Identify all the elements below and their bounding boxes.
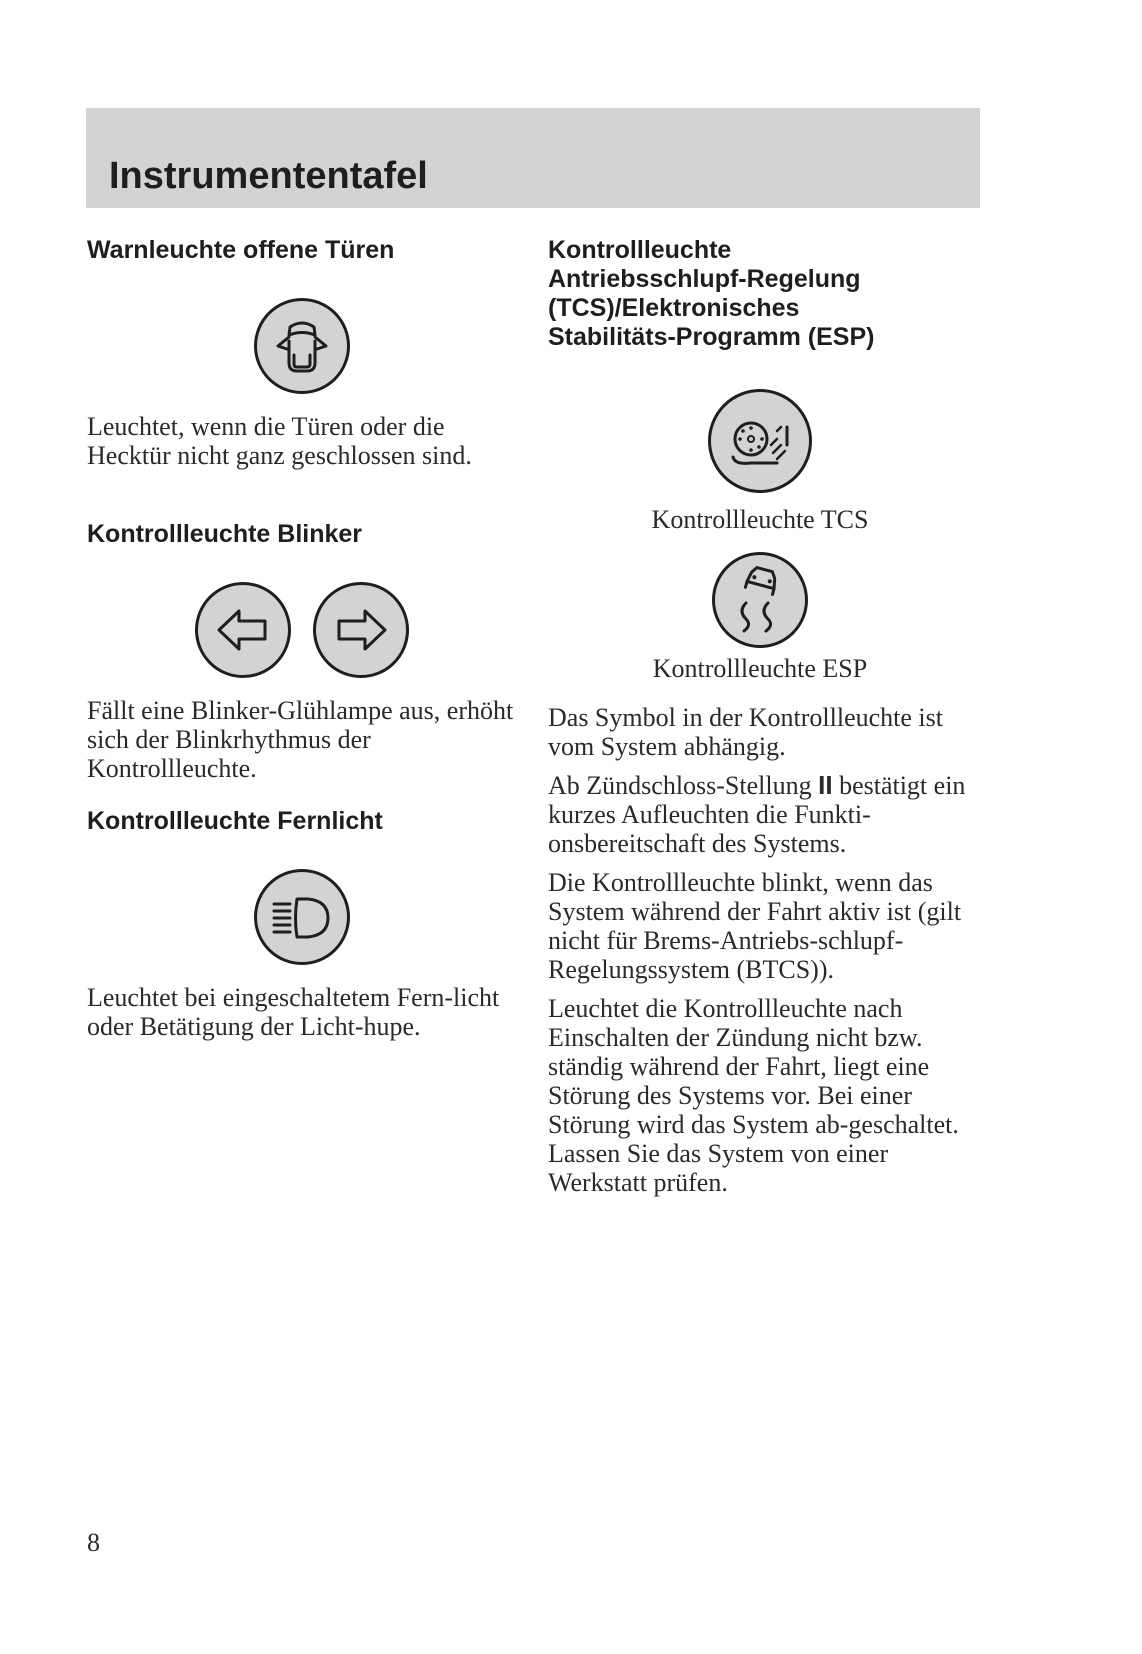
heading-line: Stabilitäts-Programm (ESP) [548, 323, 875, 351]
page-title: Instrumententafel [109, 155, 428, 197]
left-column [87, 236, 517, 1041]
doors-icon-row [87, 298, 517, 394]
high-beam-heading: Kontrollleuchte Fernlicht [87, 807, 383, 835]
indicator-heading: Kontrollleuchte Blinker [87, 520, 363, 548]
heading-line: Kontrollleuchte [548, 236, 732, 264]
doors-text: Leuchtet, wenn die Türen oder die Hecktür nicht ganz geschlossen sind. [87, 412, 472, 470]
stability-program-icon [712, 552, 808, 648]
right-column [548, 236, 988, 1197]
indicator-icon-row [87, 582, 517, 678]
fault-text: Leuchtet die Kontrollleuchte nach Einschalten der Zündung nicht bzw. ständig während der Fahrt, liegt eine Störung des Systems vor. Bei einer Störung wird das System ab-geschaltet. Lassen Sie das System von einer Werkstatt prüfen. [548, 994, 959, 1197]
tcs-esp-heading [548, 236, 988, 352]
ignition-position-text [548, 771, 978, 858]
high-beam-icon [254, 869, 350, 965]
turn-left-arrow-icon [195, 582, 291, 678]
indicator-text: Fällt eine Blinker-Glühlampe aus, erhöht sich der Blinkrhythmus der Kontrollleuchte. [87, 696, 514, 783]
heading-line: (TCS)/Elektronisches [548, 294, 800, 322]
ignition-position-label: II [818, 770, 833, 800]
ignition-text-before: Ab Zündschloss-Stellung [548, 771, 819, 800]
esp-icon-row [548, 552, 972, 648]
esp-caption: Kontrollleuchte ESP [652, 654, 868, 683]
tcs-icon-row [548, 389, 972, 493]
door-open-warning-icon [254, 298, 350, 394]
turn-right-arrow-icon [313, 582, 409, 678]
high-beam-text: Leuchtet bei eingeschaltetem Fern-licht oder Betätigung der Licht-hupe. [87, 983, 500, 1041]
ignition-text-after: bestätigt ein kurzes Aufleuchten die Funkti-onsbereitschaft des Systems. [548, 771, 966, 858]
doors-heading: Warnleuchte offene Türen [87, 236, 395, 264]
page-number: 8 [87, 1528, 100, 1557]
traction-control-icon [708, 389, 812, 493]
blinking-text: Die Kontrollleuchte blinkt, wenn das System während der Fahrt aktiv ist (gilt nicht für Brems-Antriebs-schlupf-Regelungssystem (BTCS)). [548, 868, 962, 984]
heading-line: Antriebsschlupf-Regelung [548, 265, 861, 293]
tcs-caption: Kontrollleuchte TCS [651, 505, 869, 534]
symbol-dependency-text: Das Symbol in der Kontrollleuchte ist vom System abhängig. [548, 703, 944, 761]
high-beam-icon-row [87, 869, 517, 965]
